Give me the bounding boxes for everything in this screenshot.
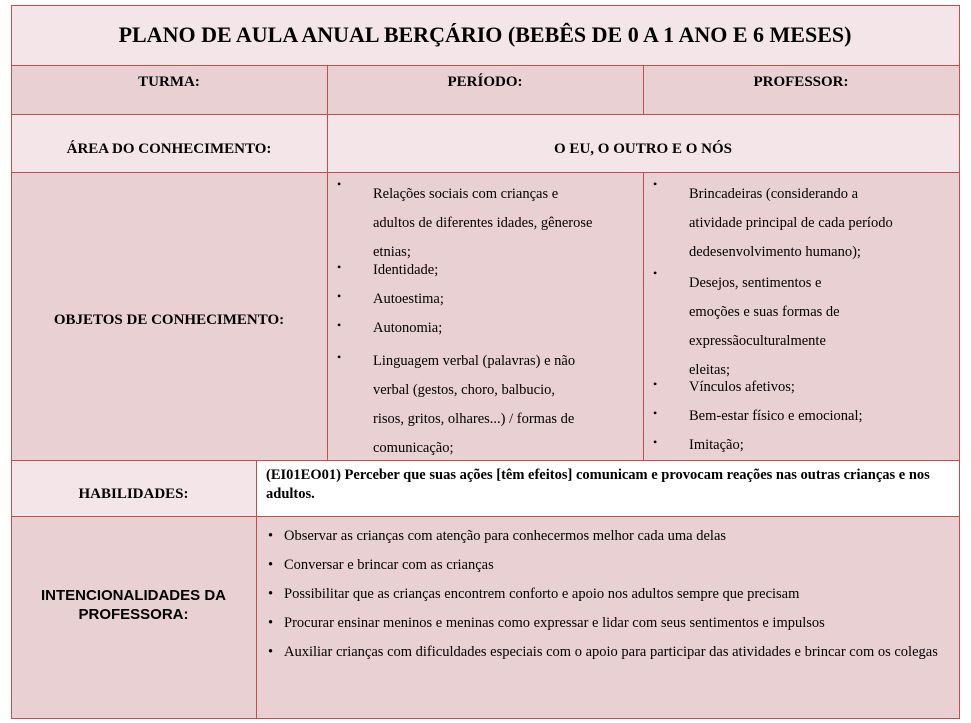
bullet-icon: • bbox=[653, 406, 658, 420]
text-line: adultos de diferentes idades, gênerose bbox=[373, 215, 593, 231]
bullet-icon: • bbox=[337, 177, 342, 191]
text-line: atividade principal de cada período bbox=[689, 215, 893, 231]
text-line: Vínculos afetivos; bbox=[689, 379, 795, 395]
text-line: comunicação; bbox=[373, 440, 454, 456]
list-item-text: Possibilitar que as crianças encontrem conforto e apoio nos adultos sempre que precisam bbox=[284, 586, 800, 602]
table-divider bbox=[11, 65, 960, 66]
area-label: ÁREA DO CONHECIMENTO: bbox=[11, 114, 327, 172]
bullet-icon: • bbox=[337, 260, 342, 274]
habilidades-label: HABILIDADES: bbox=[11, 460, 256, 516]
intencionalidades-label-line: PROFESSORA: bbox=[78, 606, 189, 623]
text-line: Imitação; bbox=[689, 437, 744, 453]
objetos-col2 bbox=[643, 172, 959, 460]
bullet-icon: • bbox=[337, 350, 342, 364]
table-divider bbox=[11, 114, 960, 115]
habilidades-text: (EI01EO01) Perceber que suas ações [têm efeitos] comunicam e provocam reações nas outras crianças e nos adultos. bbox=[256, 460, 959, 516]
text-line: Brincadeiras (considerando a bbox=[689, 186, 859, 202]
list-item bbox=[258, 580, 951, 609]
text-line: risos, gritos, olhares...) / formas de bbox=[373, 411, 575, 427]
table-border-left bbox=[11, 5, 12, 719]
text-line: Autonomia; bbox=[373, 320, 443, 336]
bullet-icon: • bbox=[268, 528, 274, 544]
text-line: Bem-estar físico e emocional; bbox=[689, 408, 863, 424]
text-line: Desejos, sentimentos e bbox=[689, 275, 822, 291]
bullet-icon: • bbox=[337, 289, 342, 303]
turma-header: TURMA: bbox=[11, 65, 327, 114]
table-divider bbox=[643, 65, 644, 114]
text-line: expressãoculturalmente bbox=[689, 333, 826, 349]
objetos-label: OBJETOS DE CONHECIMENTO: bbox=[11, 172, 327, 460]
bullet-icon: • bbox=[268, 557, 274, 573]
table-divider bbox=[11, 172, 960, 173]
text-line: etnias; bbox=[373, 244, 411, 260]
bullet-icon: • bbox=[653, 177, 658, 191]
text-line: Relações sociais com crianças e bbox=[373, 186, 559, 202]
text-line: dedesenvolvimento humano); bbox=[689, 244, 861, 260]
area-value: O EU, O OUTRO E O NÓS bbox=[327, 114, 959, 172]
table-divider bbox=[643, 172, 644, 460]
text-line: verbal (gestos, choro, balbucio, bbox=[373, 382, 556, 398]
bullet-icon: • bbox=[268, 644, 274, 660]
intencionalidades-label bbox=[11, 516, 256, 718]
bullet-icon: • bbox=[337, 318, 342, 332]
text-line: Autoestima; bbox=[373, 291, 444, 307]
table-divider bbox=[11, 460, 960, 461]
list-item-text: Conversar e brincar com as crianças bbox=[284, 557, 494, 573]
table-divider bbox=[256, 460, 257, 718]
list-item-text: Procurar ensinar meninos e meninas como expressar e lidar com seus sentimentos e impulsos bbox=[284, 615, 825, 631]
list-item bbox=[258, 551, 951, 580]
table-border-right bbox=[959, 5, 960, 719]
bullet-icon: • bbox=[653, 377, 658, 391]
list-item bbox=[258, 609, 951, 638]
bullet-icon: • bbox=[268, 586, 274, 602]
text-line: emoções e suas formas de bbox=[689, 304, 840, 320]
table-border-bottom bbox=[11, 718, 960, 719]
list-item bbox=[258, 522, 951, 551]
professor-header: PROFESSOR: bbox=[643, 65, 959, 114]
objetos-col1 bbox=[327, 172, 643, 460]
bullet-icon: • bbox=[268, 615, 274, 631]
intencionalidades-list bbox=[256, 516, 959, 718]
list-item bbox=[258, 638, 951, 667]
text-line: eleitas; bbox=[689, 362, 731, 378]
table-divider bbox=[327, 65, 328, 460]
table-border-top bbox=[11, 5, 960, 6]
list-item-text: Observar as crianças com atenção para conhecermos melhor cada uma delas bbox=[284, 528, 727, 544]
bullet-icon: • bbox=[653, 266, 658, 280]
text-line: Identidade; bbox=[373, 262, 439, 278]
intencionalidades-label-line: INTENCIONALIDADES DA bbox=[40, 587, 226, 604]
list-item-text: Auxiliar crianças com dificuldades especiais com o apoio para participar das atividades e brincar com os colegas bbox=[284, 644, 938, 660]
bullet-icon: • bbox=[653, 435, 658, 449]
table-divider bbox=[11, 516, 960, 517]
periodo-header: PERÍODO: bbox=[327, 65, 643, 114]
text-line: Linguagem verbal (palavras) e não bbox=[373, 353, 576, 369]
page-title: PLANO DE AULA ANUAL BERÇÁRIO (BEBÊS DE 0 A 1 ANO E 6 MESES) bbox=[11, 5, 959, 65]
